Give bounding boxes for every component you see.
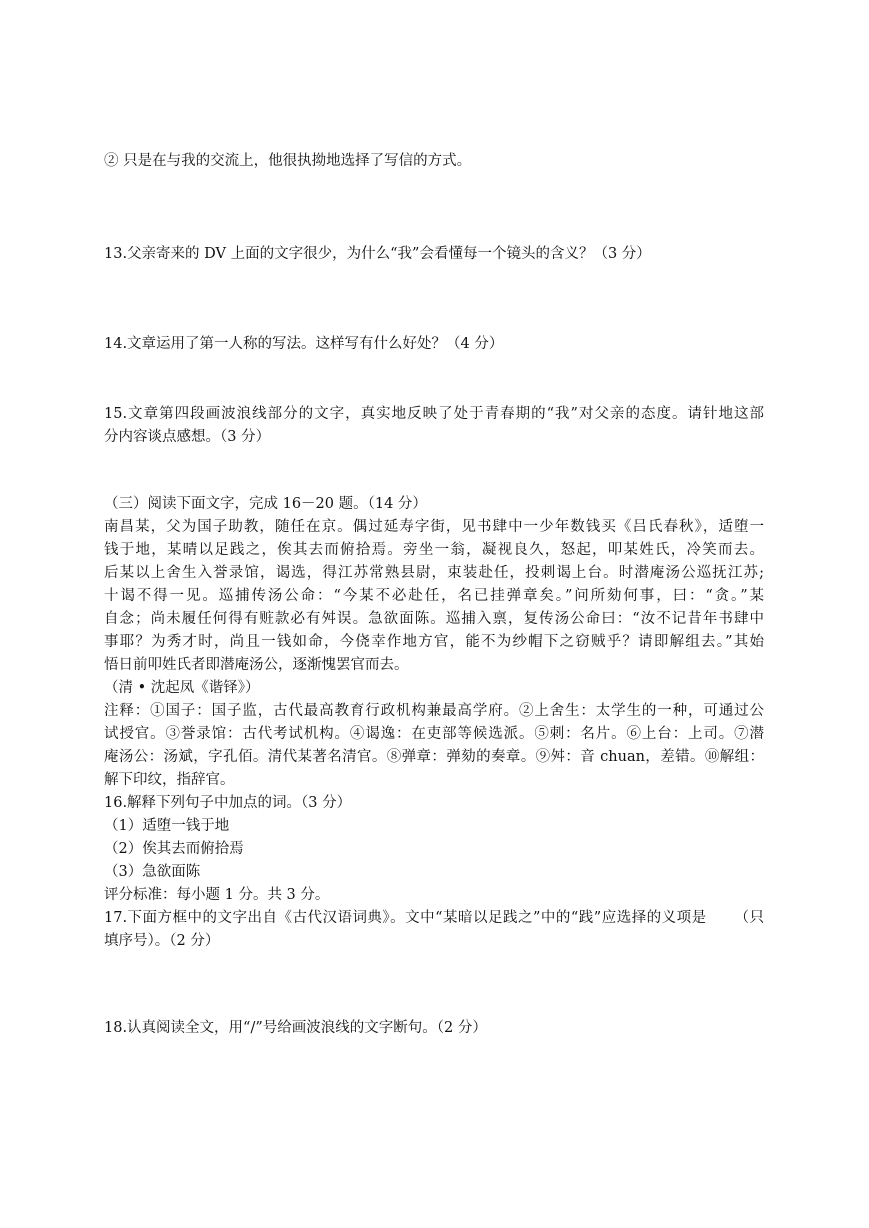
question-16-title: 16.解释下列句子中加点的词。（3 分） — [104, 795, 352, 811]
passage-line: 后某以上舍生入誉录馆，谒选，得江苏常熟县尉，束装赴任，投刺谒上台。时潜庵汤公巡抚江苏; — [104, 565, 764, 581]
annotations — [104, 700, 764, 792]
question-13: 13.父亲寄来的 DV 上面的文字很少，为什么“我”会看懂每一个镜头的含义？（3 分） — [104, 246, 651, 262]
annotation-line: 注释：①国子：国子监，古代最高教育行政机构兼最高学府。②上舍生：太学生的一种，可通过公 — [104, 703, 764, 719]
question-16-item: （1）适堕一钱于地 — [104, 818, 230, 834]
q12-answer-item-2: ② 只是在与我的交流上，他很执拗地选择了写信的方式。 — [104, 153, 472, 169]
section-heading: （三）阅读下面文字，完成 16－20 题。（14 分） — [104, 496, 427, 512]
question-15: 15.文章第四段画波浪线部分的文字，真实地反映了处于青春期的“我”对父亲的态度。请针地这部 分内容谈点感想。（3 分） — [104, 406, 764, 445]
passage-line: 钱于地，某晴以足践之，俟其去而俯拾焉。旁坐一翁，凝视良久，怒起，叩某姓氏，冷笑而去。 — [104, 542, 764, 558]
annotation-line: 解下印纹，指辞官。 — [104, 772, 235, 788]
question-16-item: （2）俟其去而俯拾焉 — [104, 841, 244, 857]
passage-line: 十谒不得一见。巡捕传汤公命：“今某不必赴任，名已挂弹章矣。”问所劾何事，曰：“贪。”某 — [104, 588, 764, 604]
question-14: 14.文章运用了第一人称的写法。这样写有什么好处？（4 分） — [104, 336, 504, 352]
passage-line: 南昌某，父为国子助教，随任在京。偶过延寿字街，见书肆中一少年数钱买《吕氏春秋》，适堕一 — [104, 519, 764, 535]
passage-source: （清 • 沈起凤《谐铎》） — [104, 680, 260, 696]
question-17: 17.下面方框中的文字出自《古代汉语词典》。文中“某暗以足践之”中的“践”应选择的义项是 （只 填序号）。（2 分） — [104, 910, 764, 949]
classical-passage — [104, 516, 764, 677]
annotation-line: 试授官。③誉录馆：古代考试机构。④谒逸：在吏部等候选派。⑤刺：名片。⑥上台：上司。⑦潜 — [104, 726, 764, 742]
passage-line: 自念；尚未履任何得有赃款必有舛误。急欲面陈。巡捕入禀，复传汤公命曰：“汝不记昔年书肆中 — [104, 611, 764, 627]
question-16 — [104, 792, 764, 907]
scoring-standard: 评分标准：每小题 1 分。共 3 分。 — [104, 887, 330, 903]
passage-line: 悟日前叩姓氏者即潜庵汤公，逐渐愧罢官而去。 — [104, 657, 409, 673]
question-16-item: （3）急欲面陈 — [104, 864, 201, 880]
reading-section-3 — [104, 493, 764, 953]
question-18: 18.认真阅读全文，用“/”号给画波浪线的文字断句。（2 分） — [104, 1020, 487, 1036]
passage-line: 事耶？为秀才时，尚且一钱如命，今侥幸作地方官，能不为纱帽下之窃贼乎？请即解组去。”其始 — [104, 634, 764, 650]
annotation-line: 庵汤公：汤斌，字孔佰。清代某著名清官。⑧弹章：弹劾的奏章。⑨舛：音 chuan，差错。⑩解组： — [104, 749, 764, 765]
